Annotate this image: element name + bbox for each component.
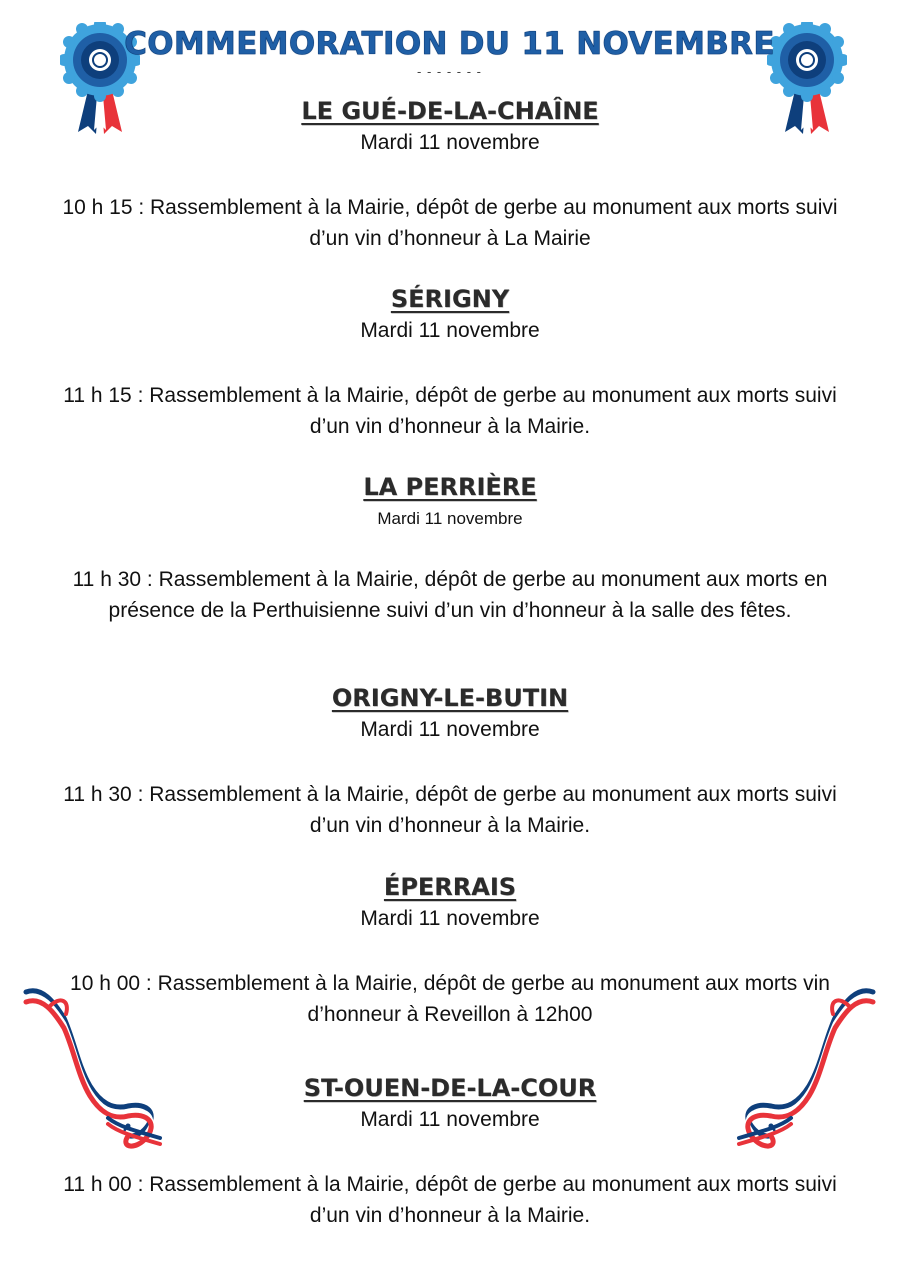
event-date: Mardi 11 novembre bbox=[360, 907, 540, 930]
tricolor-ribbon-icon-left bbox=[20, 978, 170, 1158]
town-name: ORIGNY-LE-BUTIN bbox=[331, 684, 569, 712]
event-date: Mardi 11 novembre bbox=[360, 319, 540, 342]
town-name: ÉPERRAIS bbox=[383, 873, 517, 901]
event-date: Mardi 11 novembre bbox=[360, 1108, 540, 1131]
event-description: 10 h 00 : Rassemblement à la Mairie, dépôt de gerbe au monument aux morts vin d’honneur à Reveillon à 12h00 bbox=[70, 972, 830, 1026]
town-name: SÉRIGNY bbox=[390, 285, 510, 313]
event-date: Mardi 11 novembre bbox=[377, 509, 523, 528]
title-separator: - - - - - - - bbox=[417, 64, 482, 79]
town-name: LE GUÉ-DE-LA-CHAÎNE bbox=[301, 97, 599, 125]
event-description: 11 h 00 : Rassemblement à la Mairie, dépôt de gerbe au monument aux morts suivi d’un vin d’honneur à la Mairie. bbox=[63, 1173, 837, 1227]
section-la-perriere bbox=[50, 472, 850, 626]
section-origny-le-butin bbox=[50, 683, 850, 841]
section-serigny bbox=[50, 284, 850, 442]
tricolor-ribbon-icon-right bbox=[729, 978, 879, 1158]
page-title: COMMEMORATION DU 11 NOVEMBRE bbox=[124, 26, 775, 62]
section-le-gue-de-la-chaine bbox=[50, 96, 850, 254]
town-name: LA PERRIÈRE bbox=[363, 473, 537, 501]
event-description: 11 h 30 : Rassemblement à la Mairie, dépôt de gerbe au monument aux morts en présence de la Perthuisienne suivi d’un vin d’honneur à la salle des fêtes. bbox=[72, 568, 828, 622]
event-date: Mardi 11 novembre bbox=[360, 131, 540, 154]
event-description: 10 h 15 : Rassemblement à la Mairie, dépôt de gerbe au monument aux morts suivi d’un vin d’honneur à La Mairie bbox=[62, 196, 838, 250]
event-description: 11 h 30 : Rassemblement à la Mairie, dépôt de gerbe au monument aux morts suivi d’un vin d’honneur à la Mairie. bbox=[63, 783, 837, 837]
town-name: ST-OUEN-DE-LA-COUR bbox=[303, 1074, 597, 1102]
event-date: Mardi 11 novembre bbox=[360, 718, 540, 741]
event-description: 11 h 15 : Rassemblement à la Mairie, dépôt de gerbe au monument aux morts suivi d’un vin d’honneur à la Mairie. bbox=[63, 384, 837, 438]
